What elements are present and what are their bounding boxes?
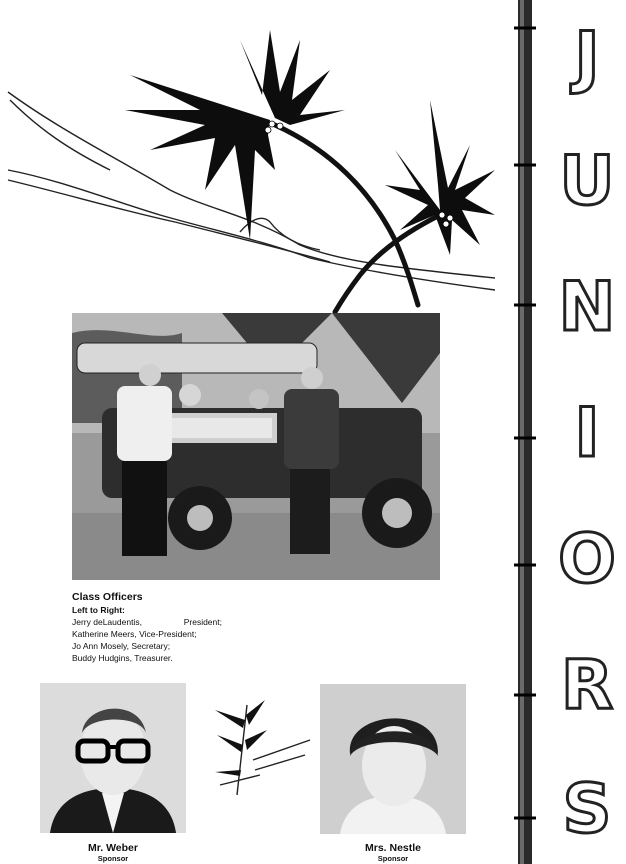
sponsor-name: Mr. Weber: [88, 842, 138, 854]
sponsor-portrait-weber: [40, 683, 186, 833]
sponsor-role: Sponsor: [377, 854, 409, 863]
sponsor-role: Sponsor: [97, 854, 129, 863]
officers-caption: [72, 591, 222, 664]
sponsor-name: Mrs. Nestle: [364, 842, 422, 854]
sponsor-caption-nestle: [320, 842, 466, 863]
class-officers-photo: [72, 313, 440, 580]
palm-tree-illustration: [0, 0, 510, 320]
title-letter-s: S: [562, 770, 612, 849]
title-letter-j: J: [574, 18, 600, 97]
title-letter-r: R: [560, 646, 614, 725]
sponsor-portrait-nestle: [320, 684, 466, 834]
title-letter-n: N: [558, 268, 616, 347]
officer-role: President;: [183, 617, 222, 627]
officers-subheading: Left to Right:: [72, 605, 125, 615]
officers-heading: Class Officers: [72, 591, 143, 603]
officer-line: Jo Ann Mosely, Secretary;: [72, 641, 171, 651]
sponsor-caption-weber: [40, 842, 186, 863]
juniors-vertical-title: [552, 20, 622, 860]
title-letter-u: U: [559, 142, 615, 221]
officer-line: [72, 616, 222, 628]
bamboo-pole: [508, 0, 542, 864]
officer-name: Jerry deLaudentis,: [72, 617, 142, 627]
title-letter-o: O: [558, 520, 616, 599]
officer-line: Buddy Hudgins, Treasurer.: [72, 653, 173, 663]
officer-line: Katherine Meers, Vice-President;: [72, 629, 197, 639]
title-letter-i: I: [574, 394, 600, 473]
bamboo-sprig-ornament: [205, 700, 315, 800]
